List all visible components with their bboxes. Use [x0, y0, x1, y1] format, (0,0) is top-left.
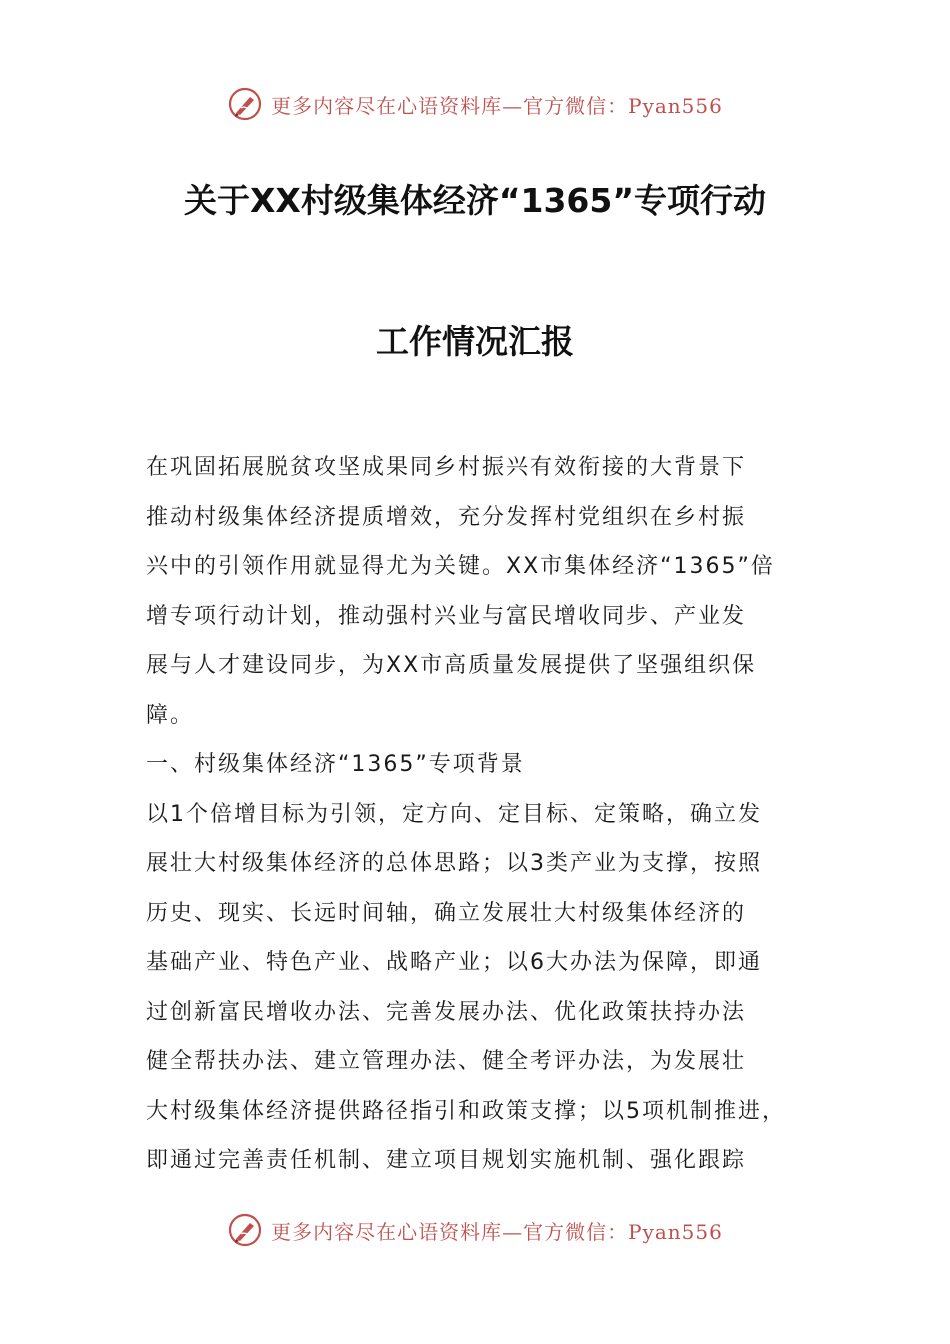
header-watermark-banner [0, 82, 950, 126]
paragraph-line: 基础产业、特色产业、战略产业；以6大办法为保障，即通 [146, 950, 762, 975]
pen-logo-icon [227, 86, 263, 122]
footer-watermark-banner [0, 1208, 950, 1252]
paragraph-line: 历史、现实、长远时间轴，确立发展壮大村级集体经济的 [146, 901, 747, 926]
paragraph-line: 过创新富民增收办法、完善发展办法、优化政策扶持办法 [146, 1000, 747, 1025]
paragraph-line: 在巩固拓展脱贫攻坚成果同乡村振兴有效衔接的大背景下 [146, 455, 747, 480]
watermark-text: 更多内容尽在心语资料库—官方微信：Pyan556 [271, 1219, 723, 1244]
paragraph-line: 健全帮扶办法、建立管理办法、健全考评办法，为发展壮 [146, 1049, 747, 1074]
document-title-line-1: 关于XX村级集体经济“1365”专项行动 [183, 181, 767, 220]
paragraph-line: 即通过完善责任机制、建立项目规划实施机制、强化跟踪 [146, 1148, 747, 1173]
paragraph-line: 以1个倍增目标为引领，定方向、定目标、定策略，确立发 [146, 802, 762, 827]
paragraph-line: 展与人才建设同步，为XX市高质量发展提供了坚强组织保 [146, 653, 757, 678]
paragraph-line: 展壮大村级集体经济的总体思路；以3类产业为支撑，按照 [146, 851, 762, 876]
pen-logo-icon [227, 1212, 263, 1248]
section-heading: 一、村级集体经济“1365”专项背景 [146, 752, 525, 777]
document-title-line-2: 工作情况汇报 [376, 322, 574, 361]
paragraph-line: 增专项行动计划，推动强村兴业与富民增收同步、产业发 [146, 604, 747, 629]
watermark-text: 更多内容尽在心语资料库—官方微信：Pyan556 [271, 93, 723, 118]
paragraph-line: 兴中的引领作用就显得尤为关键。XX市集体经济“1365”倍 [146, 554, 775, 579]
paragraph-line: 推动村级集体经济提质增效，充分发挥村党组织在乡村振 [146, 505, 747, 530]
paragraph-line: 障。 [146, 703, 195, 728]
paragraph-line: 大村级集体经济提供路径指引和政策支撑；以5项机制推进， [146, 1099, 786, 1124]
